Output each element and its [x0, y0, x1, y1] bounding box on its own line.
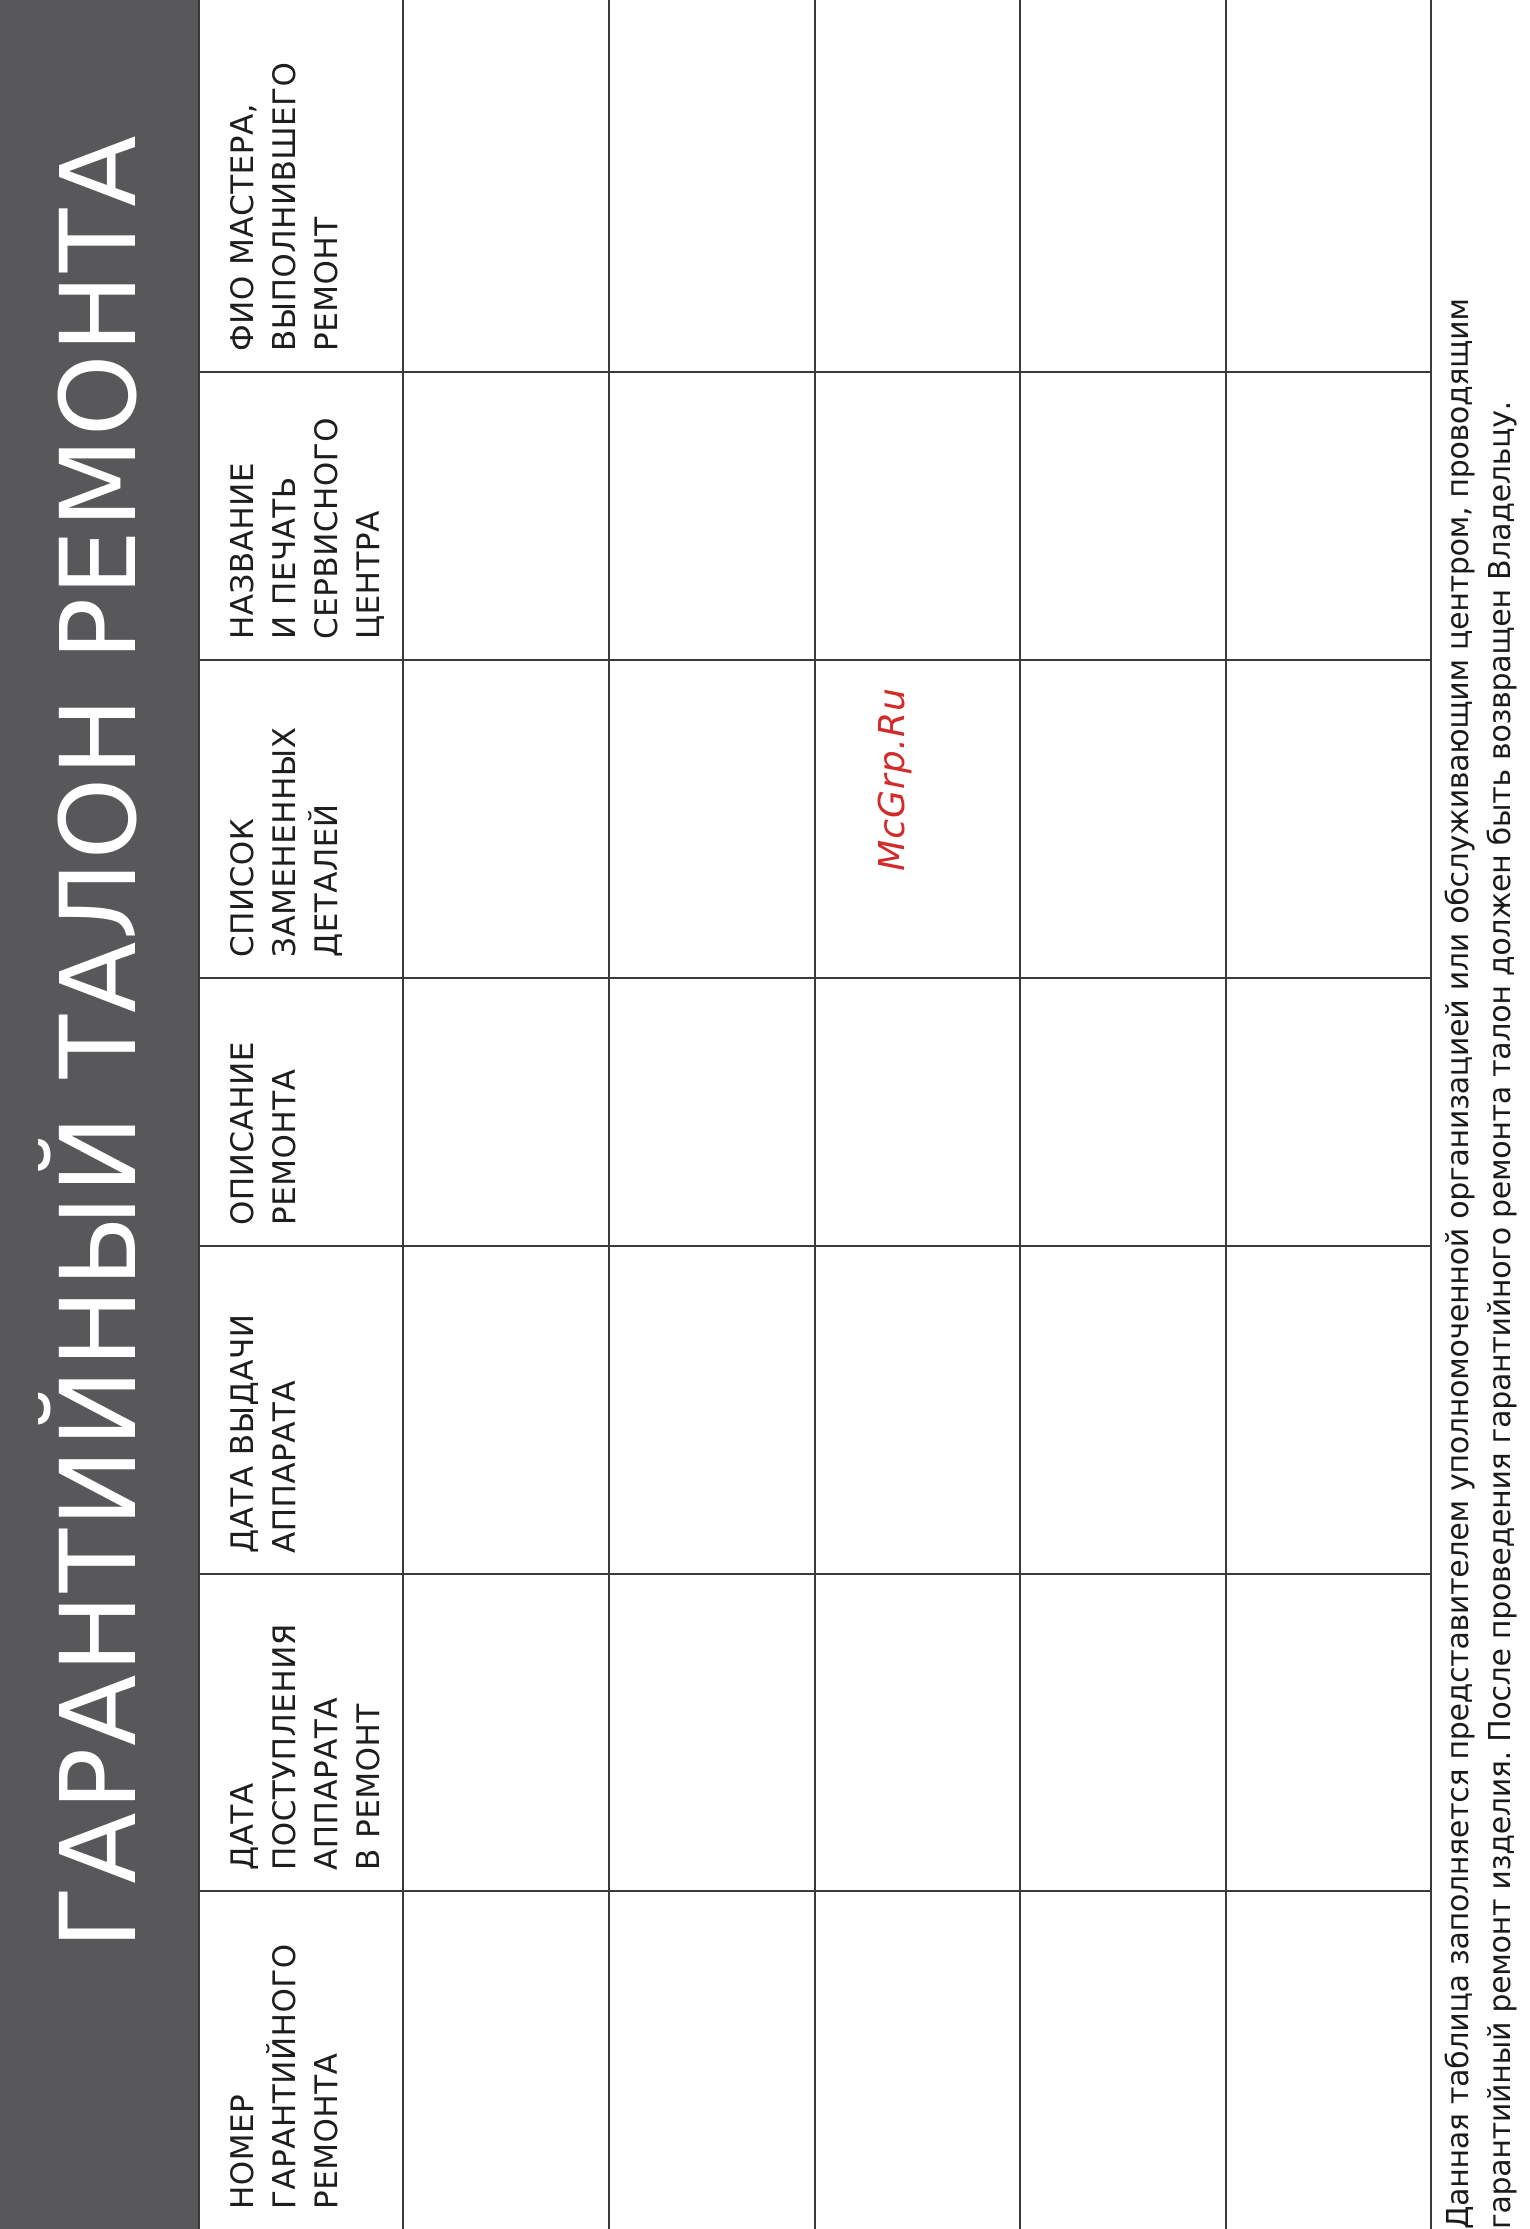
table-row: [1227, 0, 1430, 2229]
footnote: [1434, 0, 1530, 2229]
table-row: [610, 0, 814, 2229]
header-received-date: [198, 1575, 402, 1890]
header-repair-description: [198, 979, 402, 1245]
header-label: ФИО МАСТЕРА, ВЫПОЛНИВШЕГО РЕМОНТ: [225, 61, 345, 351]
header-master-name: [198, 0, 402, 371]
header-label: СПИСОК ЗАМЕНЕННЫХ ДЕТАЛЕЙ: [225, 726, 345, 957]
header-label: НОМЕР ГАРАНТИЙНОГО РЕМОНТА: [225, 1943, 345, 2209]
header-replaced-parts: [198, 661, 402, 977]
title-banner: [0, 0, 198, 2229]
page-title: ГАРАНТИЙНЫЙ ТАЛОН РЕМОНТА: [38, 133, 160, 1949]
footnote-line-1: Данная таблица заполняется представителем уполномоченной организацией или обслуживающим центром, проводящим: [1441, 298, 1476, 2229]
header-label: ОПИСАНИЕ РЕМОНТА: [225, 1041, 303, 1225]
header-service-center: [198, 373, 402, 659]
repair-table: [198, 0, 1432, 2229]
header-label: НАЗВАНИЕ И ПЕЧАТЬ СЕРВИСНОГО ЦЕНТРА: [225, 416, 387, 639]
header-repair-number: [198, 1892, 402, 2229]
table-row: [1021, 0, 1225, 2229]
table-row: [816, 0, 1019, 2229]
header-label: ДАТА ПОСТУПЛЕНИЯ АППАРАТА В РЕМОНТ: [225, 1623, 387, 1870]
header-label: ДАТА ВЫДАЧИ АППАРАТА: [225, 1313, 303, 1553]
table-bottom-border: [1430, 0, 1432, 2229]
table-row: [404, 0, 608, 2229]
header-issue-date: [198, 1247, 402, 1573]
footnote-line-2: гарантийный ремонт изделия. После проведения гарантийного ремонта талон должен быть возвращен Владельцу.: [1483, 401, 1518, 2229]
watermark-text: McGrp.Ru: [872, 687, 913, 871]
